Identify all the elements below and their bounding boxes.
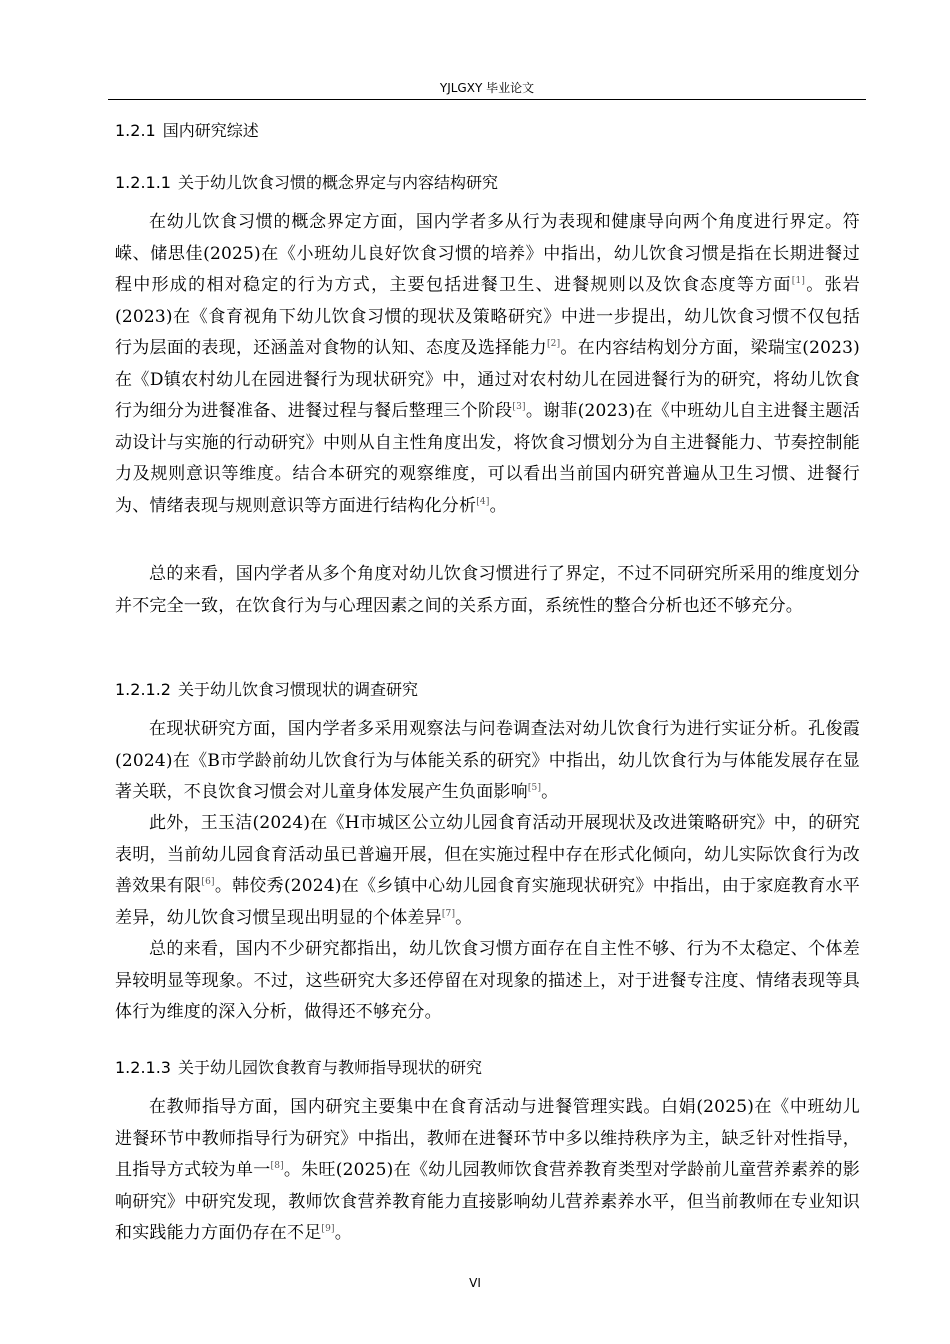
paragraph-text: 在教师指导方面，国内研究主要集中在食育活动与进餐管理实践。白娟(2025)在《中班幼儿进餐环节中教师指导行为研究》中指出，教师在进餐环节中多以维持秩序为主，缺乏针对性指导，且指导方式较为单一 xyxy=(115,1097,860,1180)
section-number: 1.2.1 xyxy=(115,121,156,140)
page-header: YJLGXY 毕业论文 xyxy=(108,79,866,100)
citation-ref: [8] xyxy=(270,1161,284,1171)
paragraph-text: 总的来看，国内不少研究都指出，幼儿饮食习惯方面存在自主性不够、行为不太稳定、个体差异较明显等现象。不过，这些研究大多还停留在对现象的描述上，对于进餐专注度、情绪表现等具体行为维度的深入分析，做得还不够充分。 xyxy=(115,939,860,1022)
paragraph-status-additional xyxy=(115,808,860,934)
citation-ref: [4] xyxy=(476,496,490,507)
paragraph-status-summary xyxy=(115,934,860,1029)
paragraph-text: 。谢菲(2023)在《中班幼儿自主进餐主题活动设计与实施的行动研究》中则从自主性角度出发，将饮食习惯划分为自主进餐能力、节奏控制能力及规则意识等维度。结合本研究的观察维度，可以看出当前国内研究普遍从卫生习惯、进餐行为、情绪表现与规则意识等方面进行结构化分析 xyxy=(115,401,860,516)
paragraph-text: 。张岩(2023)在《食育视角下幼儿饮食习惯的现状及策略研究》中进一步提出，幼儿饮食习惯不仅包括行为层面的表现，还涵盖对食物的认知、态度及选择能力 xyxy=(115,275,860,358)
section-number: 1.2.1.1 xyxy=(115,173,171,192)
section-heading-1-2-1-3 xyxy=(115,1058,482,1078)
paragraph-text: 在现状研究方面，国内学者多采用观察法与问卷调查法对幼儿饮食行为进行实证分析。孔俊霞(2024)在《B市学龄前幼儿饮食行为与体能关系的研究》中指出，幼儿饮食行为与体能发展存在显著关联，不良饮食习惯会对儿童身体发展产生负面影响 xyxy=(115,719,860,802)
section-title: 关于幼儿饮食习惯的概念界定与内容结构研究 xyxy=(177,173,498,192)
paragraph-text: 。在内容结构划分方面，梁瑞宝(2023)在《D镇农村幼儿在园进餐行为现状研究》中，通过对农村幼儿在园进餐行为的研究，将幼儿饮食行为细分为进餐准备、进餐过程与餐后整理三个阶段 xyxy=(115,338,861,421)
page-number: VI xyxy=(469,1276,481,1290)
paragraph-text: 。 xyxy=(541,782,559,802)
section-number: 1.2.1.2 xyxy=(115,680,171,699)
paragraph-teacher-guidance xyxy=(115,1092,860,1250)
citation-ref: [9] xyxy=(321,1224,335,1234)
paragraph-text: 。韩佼秀(2024)在《乡镇中心幼儿园食育实施现状研究》中指出，由于家庭教育水平差异，幼儿饮食习惯呈现出明显的个体差异 xyxy=(115,876,860,928)
section-number: 1.2.1.3 xyxy=(115,1058,171,1077)
section-heading-1-2-1-1 xyxy=(115,173,498,193)
paragraph-text: 。朱旺(2025)在《幼儿园教师饮食营养教育类型对学龄前儿童营养素养的影响研究》中研究发现，教师饮食营养教育能力直接影响幼儿营养素养水平，但当前教师在专业知识和实践能力方面仍存在不足 xyxy=(115,1160,860,1243)
citation-ref: [5] xyxy=(527,783,542,793)
paragraph-concept-summary xyxy=(115,559,860,622)
paragraph-text: 总的来看，国内学者从多个角度对幼儿饮食习惯进行了界定，不过不同研究所采用的维度划分并不完全一致，在饮食行为与心理因素之间的关系方面，系统性的整合分析也还不够充分。 xyxy=(115,564,860,616)
citation-ref: [2] xyxy=(546,339,561,349)
section-heading-1-2-1-2 xyxy=(115,680,418,700)
paragraph-status-survey xyxy=(115,714,860,809)
paragraph-text: 。 xyxy=(455,907,473,928)
citation-ref: [3] xyxy=(512,402,526,412)
paragraph-text: 此外，王玉洁(2024)在《H市城区公立幼儿园食育活动开展现状及改进策略研究》中，的研究表明，当前幼儿园食育活动虽已普遍开展，但在实施过程中存在形式化倾向，幼儿实际饮食行为改善效果有限 xyxy=(115,813,860,896)
section-heading-1-2-1 xyxy=(115,121,259,141)
section-title: 国内研究综述 xyxy=(162,121,259,140)
citation-ref: [1] xyxy=(791,276,806,286)
citation-ref: [6] xyxy=(201,877,215,887)
citation-ref: [7] xyxy=(441,908,456,919)
section-title: 关于幼儿园饮食教育与教师指导现状的研究 xyxy=(177,1058,482,1077)
paragraph-text: 。 xyxy=(489,495,507,516)
paragraph-text: 在幼儿饮食习惯的概念界定方面，国内学者多从行为表现和健康导向两个角度进行界定。符嵘、储思佳(2025)在《小班幼儿良好饮食习惯的培养》中指出，幼儿饮食习惯是指在长期进餐过程中形成的相对稳定的行为方式，主要包括进餐卫生、进餐规则以及饮食态度等方面 xyxy=(115,212,860,295)
paragraph-concept-definition xyxy=(115,207,860,522)
paragraph-text: 。 xyxy=(334,1223,352,1243)
section-title: 关于幼儿饮食习惯现状的调查研究 xyxy=(177,680,418,699)
